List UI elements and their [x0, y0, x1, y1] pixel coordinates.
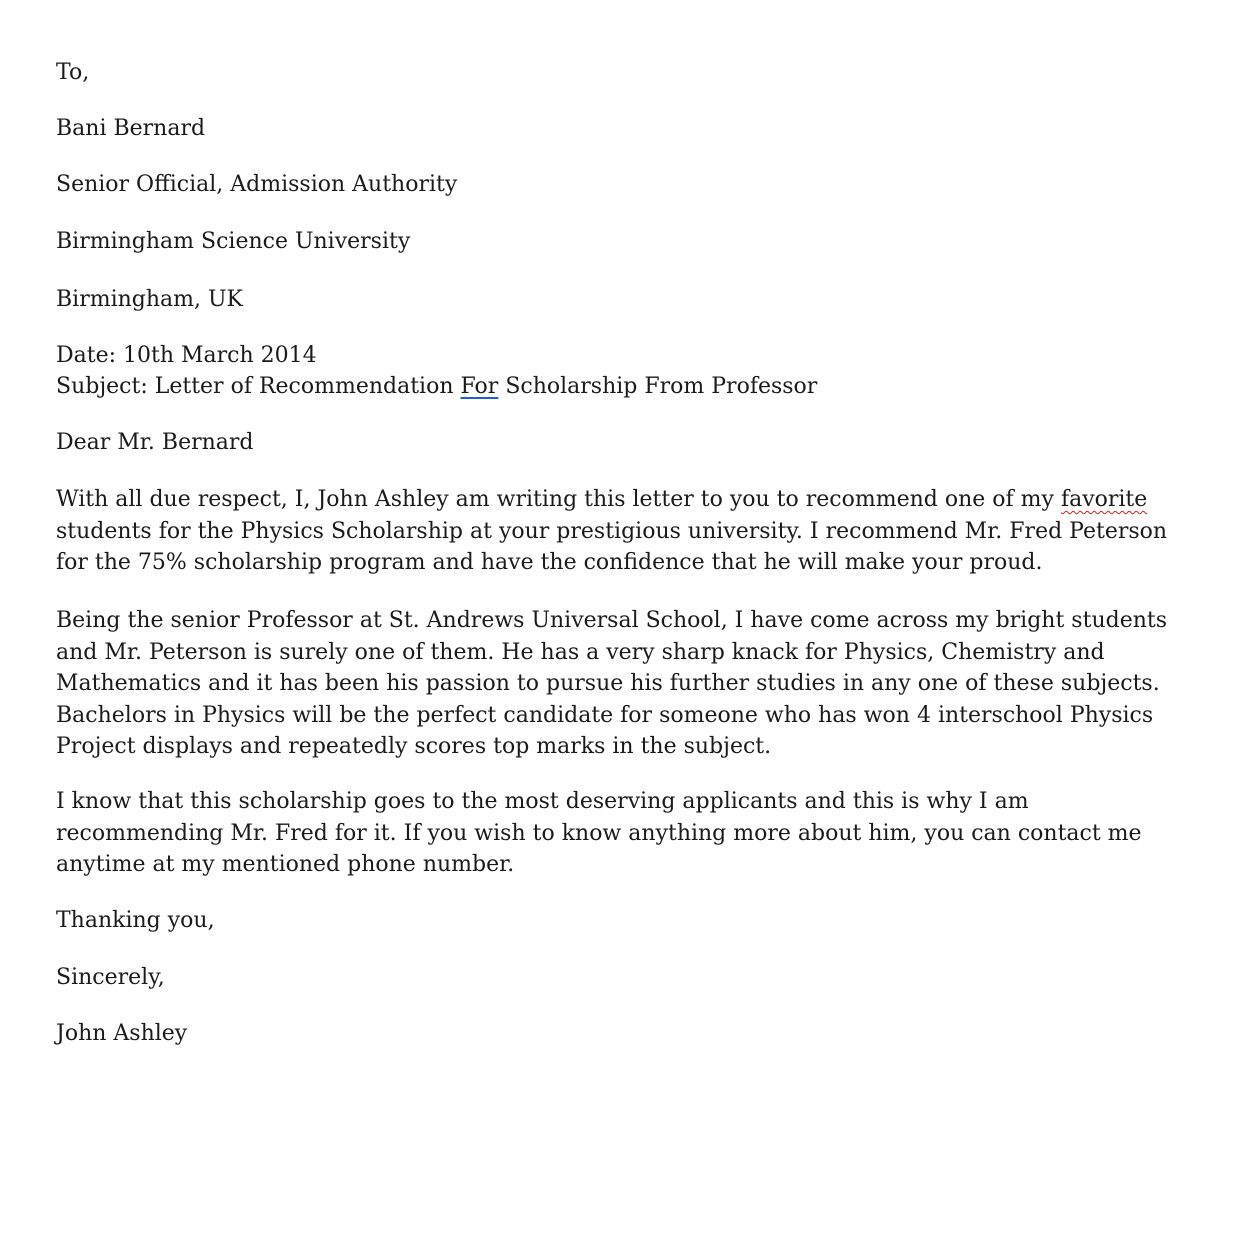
paragraph-line [56, 484, 1196, 516]
recipient-city: Birmingham, UK [56, 287, 243, 312]
subject-suffix: Scholarship From Professor [498, 374, 818, 399]
recipient-organization: Birmingham Science University [56, 229, 411, 254]
paragraph-line: Mathematics and it has been his passion to pursue his further studies in any one of these subjects. [56, 671, 1160, 696]
spelling-flagged-word[interactable]: favorite [1060, 487, 1148, 512]
paragraph-line-prefix: With all due respect, I, John Ashley am writing this letter to you to recommend one of my [56, 487, 1061, 512]
paragraph-line: Being the senior Professor at St. Andrews Universal School, I have come across my bright students [56, 608, 1168, 633]
paragraph-line: Project displays and repeatedly scores top marks in the subject. [56, 734, 772, 759]
recipient-name: Bani Bernard [56, 116, 206, 141]
address-to: To, [56, 60, 90, 85]
closing-thanks: Thanking you, [56, 908, 215, 933]
subject-prefix: Subject: Letter of Recommendation [56, 374, 461, 399]
letter-subject [56, 373, 817, 401]
paragraph-line: I know that this scholarship goes to the most deserving applicants and this is why I am [56, 789, 1029, 814]
recipient-title: Senior Official, Admission Authority [56, 172, 458, 197]
body-paragraph-2 [56, 605, 1196, 763]
paragraph-line: for the 75% scholarship program and have the confidence that he will make your proud. [56, 550, 1043, 575]
closing-sincerely: Sincerely, [56, 965, 165, 990]
signature-name: John Ashley [56, 1021, 188, 1046]
paragraph-line: students for the Physics Scholarship at your prestigious university. I recommend Mr. Fred Peterson [56, 518, 1168, 544]
paragraph-line: Bachelors in Physics will be the perfect candidate for someone who has won 4 interschool Physics [56, 702, 1154, 728]
paragraph-line: recommending Mr. Fred for it. If you wish to know anything more about him, you can contact me [56, 820, 1142, 846]
body-paragraph-3 [56, 786, 1196, 881]
letter-date: Date: 10th March 2014 [56, 343, 317, 368]
grammar-flagged-word[interactable]: For [460, 374, 499, 399]
salutation: Dear Mr. Bernard [56, 430, 254, 455]
paragraph-line: anytime at my mentioned phone number. [56, 852, 515, 877]
body-paragraph-1 [56, 484, 1196, 579]
paragraph-line: and Mr. Peterson is surely one of them. He has a very sharp knack for Physics, Chemistry and [56, 639, 1105, 665]
